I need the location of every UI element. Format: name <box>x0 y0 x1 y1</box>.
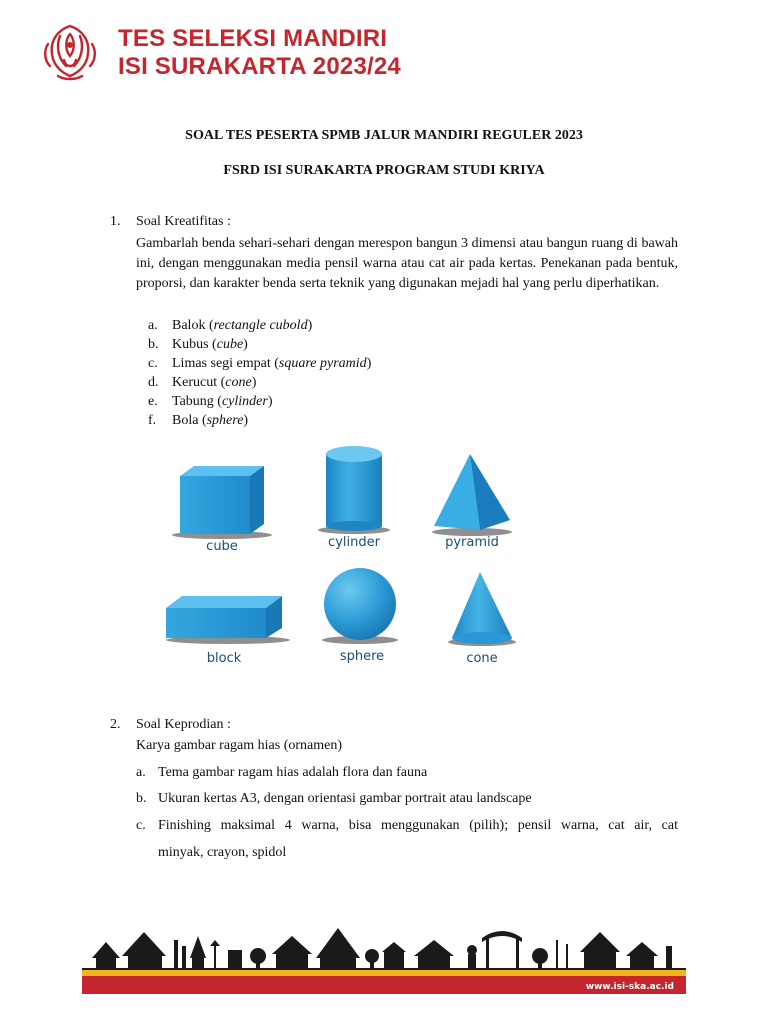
sphere-shape <box>322 568 398 644</box>
label-sphere: sphere <box>339 649 385 664</box>
header-title-line2: ISI SURAKARTA 2023/24 <box>118 53 401 80</box>
isi-surakarta-logo <box>38 20 102 84</box>
document-subtitle: FSRD ISI SURAKARTA PROGRAM STUDI KRIYA <box>223 163 545 178</box>
footer-yellow-band <box>82 970 686 976</box>
section-heading: Soal Kreatifitas : <box>136 214 231 229</box>
footer-banner <box>82 906 686 994</box>
header-title-line1: TES SELEKSI MANDIRI <box>118 25 388 52</box>
document-title: SOAL TES PESERTA SPMB JALUR MANDIRI REGULER 2023 <box>185 128 583 143</box>
label-pyramid: pyramid <box>445 535 499 550</box>
list-item-continuation: minyak, crayon, spidol <box>158 845 287 860</box>
label-cube: cube <box>206 539 238 554</box>
label-cylinder: cylinder <box>328 535 380 550</box>
list-item: c. Finishing maksimal 4 warna, bisa menggunakan (pilih); pensil warna, cat air, cat <box>136 818 678 833</box>
label-cone: cone <box>466 651 498 666</box>
pyramid-shape <box>432 454 512 536</box>
section-keprodian <box>110 715 678 865</box>
section-number: 1. <box>110 214 121 229</box>
shapes-figure <box>150 440 530 680</box>
cone-shape <box>448 572 516 646</box>
list-item: a. Tema gambar ragam hias adalah flora dan fauna <box>136 765 428 780</box>
section-number: 2. <box>110 717 121 732</box>
list-item: a. Balok (rectangle cubold) <box>148 318 313 333</box>
section-creativity <box>110 212 678 432</box>
footer-url: www.isi-ska.ac.id <box>585 982 674 992</box>
list-item: e. Tabung (cylinder) <box>148 394 273 409</box>
list-item: f. Bola (sphere) <box>148 413 249 428</box>
list-item: c. Limas segi empat (square pyramid) <box>148 356 372 371</box>
section-subheading: Karya gambar ragam hias (ornamen) <box>136 738 343 753</box>
list-item: b. Ukuran kertas A3, dengan orientasi gambar portrait atau landscape <box>136 791 532 806</box>
cube-shape <box>172 466 272 539</box>
cylinder-shape <box>318 446 390 534</box>
letterhead <box>38 18 438 88</box>
block-shape <box>166 596 290 644</box>
list-item: d. Kerucut (cone) <box>148 375 257 390</box>
cultural-skyline <box>82 928 686 970</box>
label-block: block <box>206 651 242 666</box>
section-instructions: Gambarlah benda sehari-sehari dengan merespon bangun 3 dimensi atau bangun ruang di bawah ini, dengan menggunakan media pensil warna atau cat air pada kertas. Penekanan pada bentuk, proporsi, dan karakter benda serta teknik yang digunakan mejadi hal yang perlu diperhatikan. <box>136 236 678 291</box>
section-heading: Soal Keprodian : <box>136 717 231 732</box>
list-item: b. Kubus (cube) <box>148 337 248 352</box>
